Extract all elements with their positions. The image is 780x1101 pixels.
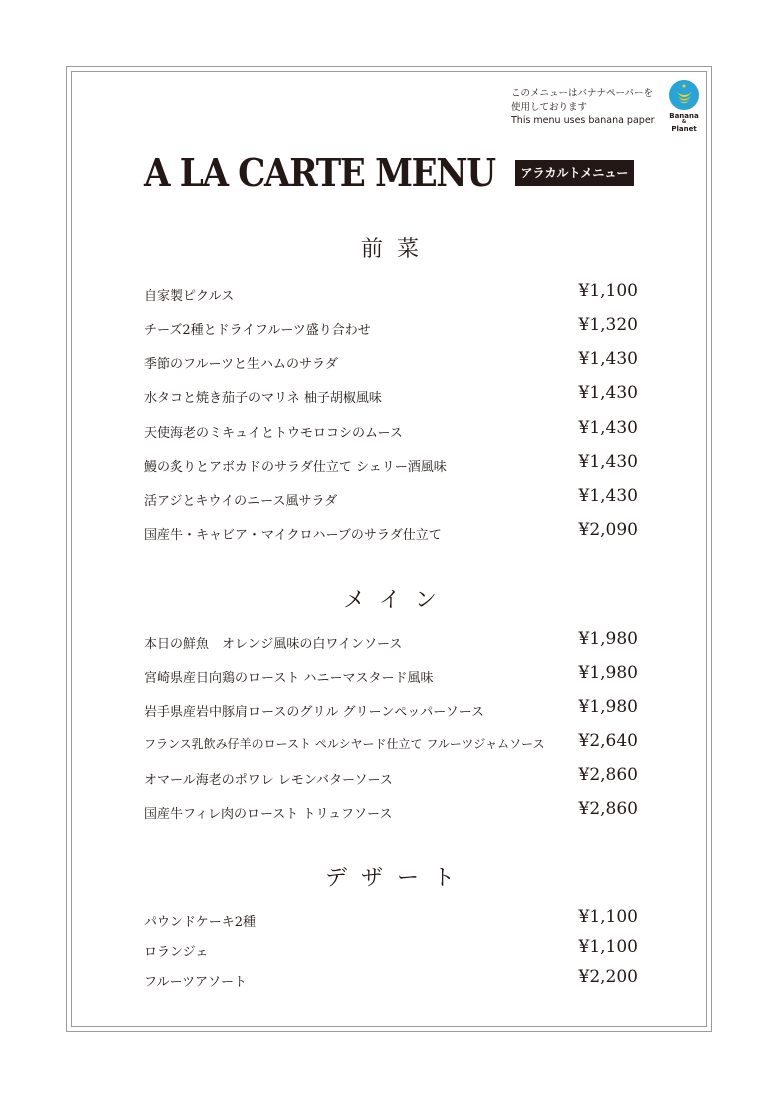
menu-item [0,731,780,757]
item-price: ¥1,320 [578,315,638,335]
item-name: 国産牛フィレ肉のロースト トリュフソース [144,807,393,822]
item-name: オマール海老のポワレ レモンバターソース [144,773,393,788]
item-price: ¥2,860 [578,765,638,785]
item-price: ¥1,100 [578,937,638,957]
menu-item [0,967,780,993]
note-line-2: 使用しております [511,101,588,113]
appetizers-heading: 前菜 [360,237,433,262]
menu-item [0,418,780,444]
item-price: ¥2,640 [578,731,638,751]
item-name: ロランジェ [144,945,209,960]
menu-item [0,765,780,791]
item-price: ¥1,430 [578,349,638,369]
banana-icon [669,80,699,110]
item-name: 天使海老のミキュイとトウモロコシのムース [144,426,403,441]
menu-item [0,281,780,307]
menu-item [0,452,780,478]
item-price: ¥1,430 [578,452,638,472]
menu-item [0,907,780,933]
item-price: ¥1,980 [578,697,638,717]
menu-item [0,937,780,963]
item-name: 水タコと焼き茄子のマリネ 柚子胡椒風味 [144,391,382,406]
item-name: フランス乳飲み仔羊のロースト ペルシヤード仕立て フルーツジャムソース [144,737,545,751]
item-price: ¥1,980 [578,629,638,649]
item-price: ¥1,430 [578,418,638,438]
main-heading: メイン [343,588,451,613]
item-price: ¥2,090 [578,520,638,540]
menu-item [0,486,780,512]
banana-planet-logo [662,80,706,133]
banana-paper-note [511,87,661,128]
item-name: 鰻の炙りとアボカドのサラダ仕立て シェリー酒風味 [144,460,447,475]
item-name: 自家製ピクルス [144,289,235,304]
item-price: ¥2,200 [578,967,638,987]
logo-line-3: Planet [671,125,697,133]
item-price: ¥1,430 [578,383,638,403]
item-price: ¥1,100 [578,907,638,927]
menu-item [0,629,780,655]
menu-item [0,315,780,341]
page-title: A LA CARTE MENU [144,150,495,195]
menu-item [0,383,780,409]
menu-item [0,663,780,689]
item-name: 国産牛・キャビア・マイクロハーブのサラダ仕立て [144,528,442,543]
item-name: 岩手県産岩中豚肩ロースのグリル グリーンペッパーソース [144,705,485,720]
item-price: ¥2,860 [578,799,638,819]
item-price: ¥1,980 [578,663,638,683]
menu-item [0,697,780,723]
note-line-1: このメニューはバナナペーパーを [511,88,654,99]
item-name: フルーツアソート [144,975,247,990]
dessert-heading: デザート [324,866,469,891]
item-name: 季節のフルーツと生ハムのサラダ [144,357,338,372]
item-name: チーズ2種とドライフルーツ盛り合わせ [144,323,371,338]
item-price: ¥1,430 [578,486,638,506]
item-price: ¥1,100 [578,281,638,301]
logo-line-2: & [681,119,687,125]
item-name: 宮崎県産日向鶏のロースト ハニーマスタード風味 [144,671,434,686]
title-badge: アラカルトメニュー [515,160,634,186]
item-name: 本日の鮮魚 オレンジ風味の白ワインソース [144,637,403,652]
note-line-3: This menu uses banana paper [511,115,655,126]
item-name: パウンドケーキ2種 [144,915,257,930]
logo-line-1: Banana [669,112,699,120]
menu-item [0,799,780,825]
item-name: 活アジとキウイのニース風サラダ [144,494,338,509]
menu-item [0,349,780,375]
logo-text [662,112,706,133]
menu-item [0,520,780,546]
